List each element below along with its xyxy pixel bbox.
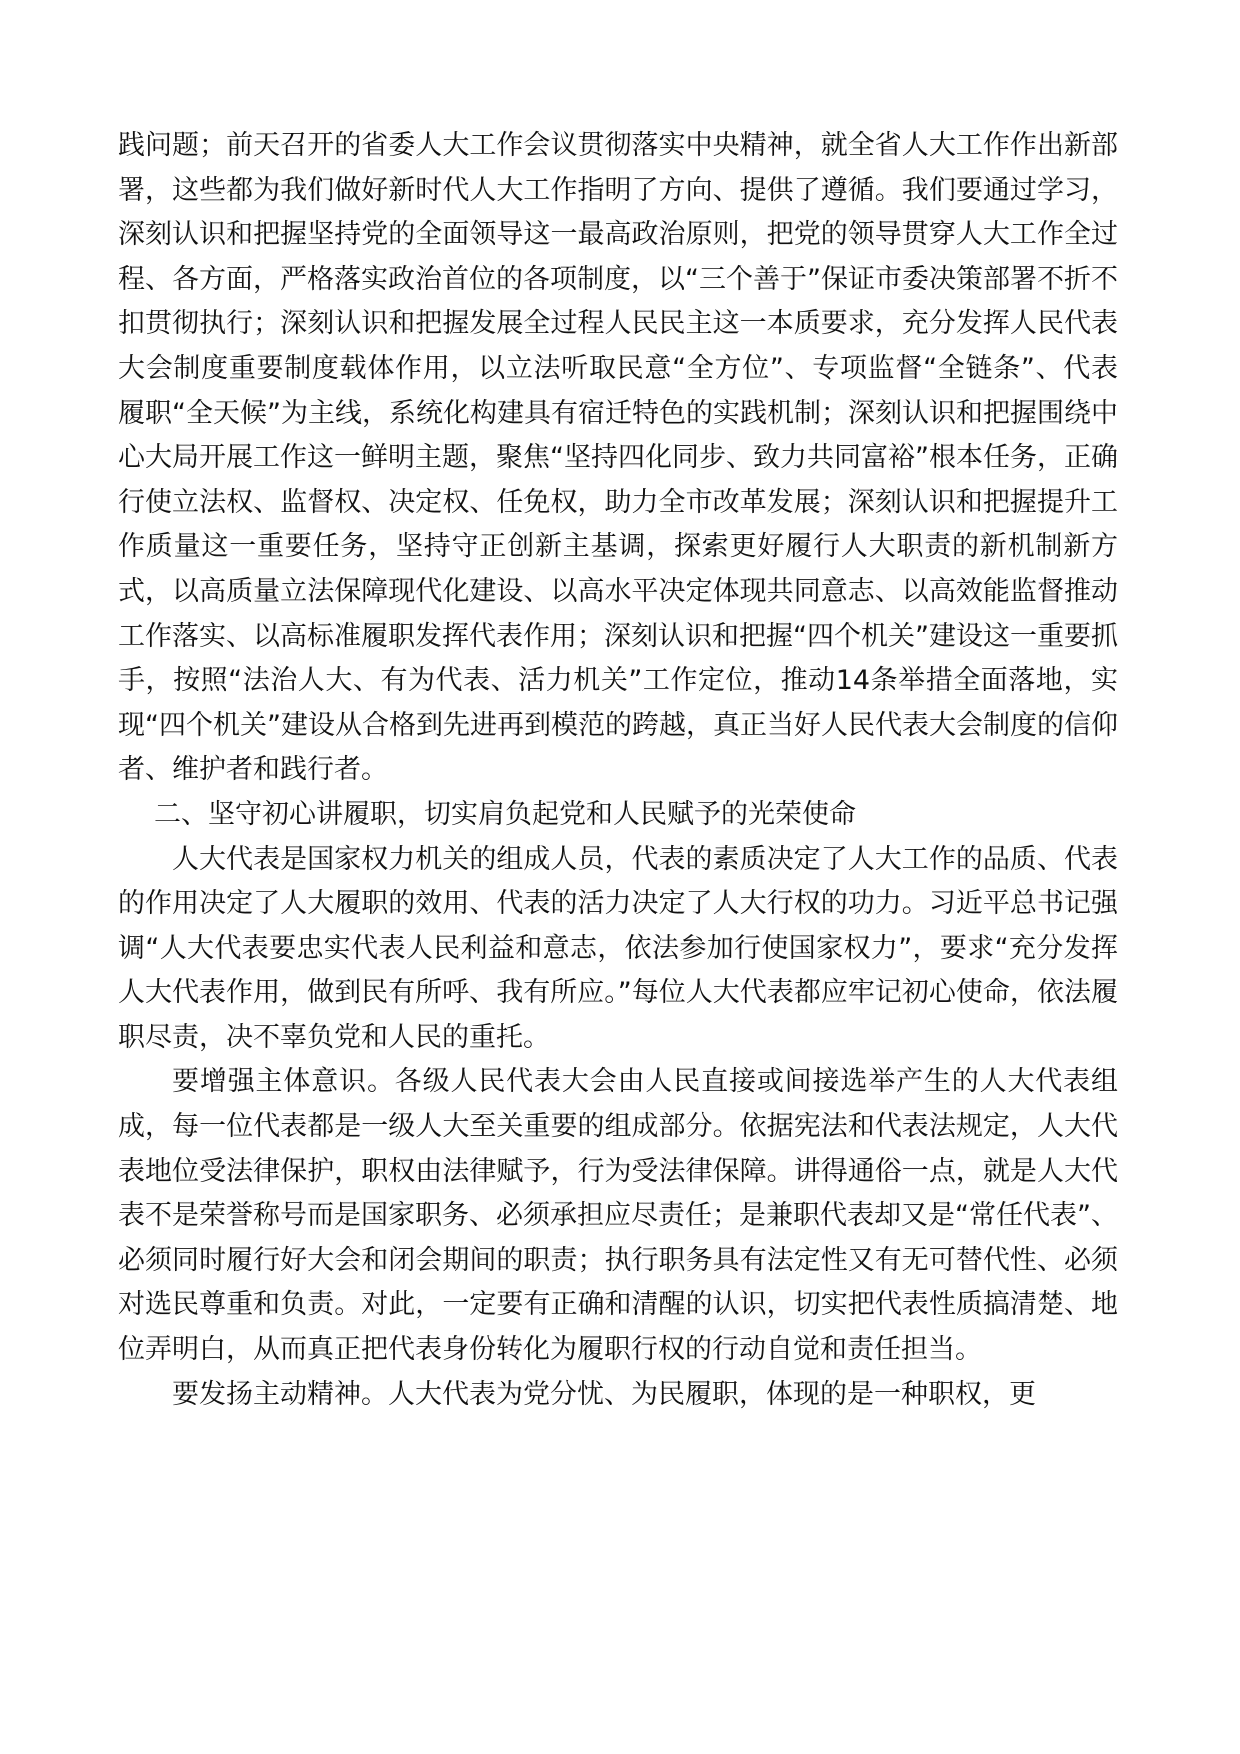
section-heading: 二、坚守初心讲履职，切实肩负起党和人民赋予的光荣使命	[154, 798, 856, 830]
paragraph-representatives-role: 人大代表是国家权力机关的组成人员，代表的素质决定了人大工作的品质、代表的作用决定了人大履职的效用、代表的活力决定了人大行权的功力。习近平总书记强调“人大代表要忠实代表人民利益和意志，依法参加行使国家权力”，要求“充分发挥人大代表作用，做到民有所呼、我有所应。”每位人大代表都应牢记初心使命，依法履职尽责，决不辜负党和人民的重托。	[118, 843, 1118, 1053]
paragraph-initiative-spirit: 要发扬主动精神。人大代表为党分忧、为民履职，体现的是一种职权，更	[172, 1378, 1036, 1410]
paragraph-continuation: 践问题；前天召开的省委人大工作会议贯彻落实中央精神，就全省人大工作作出新部署，这些都为我们做好新时代人大工作指明了方向、提供了遵循。我们要通过学习，深刻认识和把握坚持党的全面领导这一最高政治原则，把党的领导贯穿人大工作全过程、各方面，严格落实政治首位的各项制度，以“三个善于”保证市委决策部署不折不扣贯彻执行；深刻认识和把握发展全过程人民民主这一本质要求，充分发挥人民代表大会制度重要制度载体作用，以立法听取民意“全方位”、专项监督“全链条”、代表履职“全天候”为主线，系统化构建具有宿迁特色的实践机制；深刻认识和把握围绕中心大局开展工作这一鲜明主题，聚焦“坚持四化同步、致力共同富裕”根本任务，正确行使立法权、监督权、决定权、任免权，助力全市改革发展；深刻认识和把握提升工作质量这一重要任务，坚持守正创新主基调，探索更好履行人大职责的新机制新方式，以高质量立法保障现代化建设、以高水平决定体现共同意志、以高效能监督推动工作落实、以高标准履职发挥代表作用；深刻认识和把握“四个机关”建设这一重要抓手，按照“法治人大、有为代表、活力机关”工作定位，推动14条举措全面落地，实现“四个机关”建设从合格到先进再到模范的跨越，真正当好人民代表大会制度的信仰者、维护者和践行者。	[118, 130, 1118, 786]
document-page	[118, 124, 1118, 1417]
paragraph-subject-awareness: 要增强主体意识。各级人民代表大会由人民直接或间接选举产生的人大代表组成，每一位代表都是一级人大至关重要的组成部分。依据宪法和代表法规定，人大代表地位受法律保护，职权由法律赋予，行为受法律保障。讲得通俗一点，就是人大代表不是荣誉称号而是国家职务、必须承担应尽责任；是兼职代表却又是“常任代表”、必须同时履行好大会和闭会期间的职责；执行职务具有法定性又有无可替代性、必须对选民尊重和负责。对此，一定要有正确和清醒的认识，切实把代表性质搞清楚、地位弄明白，从而真正把代表身份转化为履职行权的行动自觉和责任担当。	[118, 1066, 1118, 1366]
